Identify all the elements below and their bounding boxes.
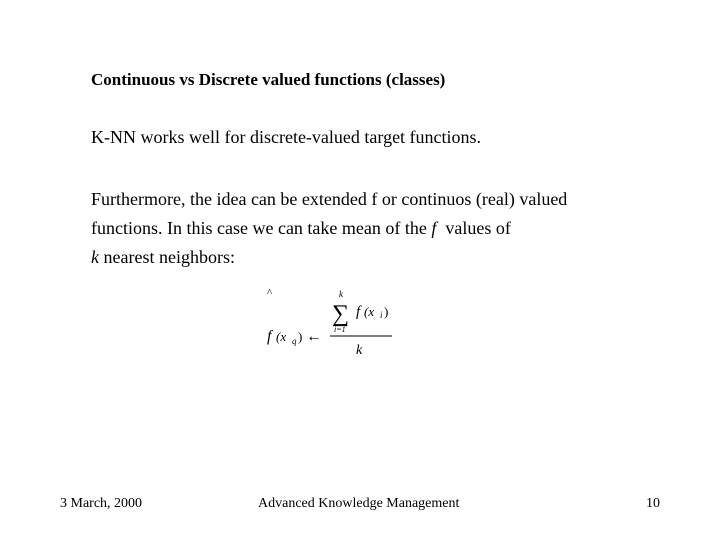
footer-course-title: Advanced Knowledge Management	[258, 496, 460, 511]
italic-k: k	[91, 247, 99, 267]
formula-xq-sub: q	[292, 336, 297, 346]
formula-sum-upper: k	[339, 289, 343, 299]
paragraph-line-3	[91, 243, 567, 272]
formula-xq-open: (x	[276, 329, 287, 344]
formula-numerator-f: f	[356, 304, 361, 320]
footer-page-number: 10	[646, 496, 660, 511]
mean-formula	[262, 285, 402, 365]
formula-xi-sub: i	[380, 310, 383, 320]
paragraph-line-2-text: functions. In this case we can take mean of the	[91, 218, 432, 238]
footer-date: 3 March, 2000	[60, 496, 143, 511]
formula-xq-close: )	[298, 329, 303, 344]
paragraph-knn-discrete: K-NN works well for discrete-valued target functions.	[91, 127, 482, 147]
slide-title: Continuous vs Discrete valued functions (classes)	[91, 70, 446, 89]
formula-xi-open: (x	[364, 304, 375, 319]
paragraph-line-3-text: nearest neighbors:	[99, 247, 235, 267]
paragraph-line-2	[91, 214, 567, 243]
formula-hat: ^	[267, 287, 273, 299]
paragraph-continuous-extension	[91, 185, 567, 272]
formula-sigma: ∑	[332, 301, 350, 327]
paragraph-line-1: Furthermore, the idea can be extended f or continuos (real) valued	[91, 189, 568, 209]
formula-f-hat: f	[267, 328, 272, 345]
paragraph-line-2-end: values of	[436, 218, 511, 238]
formula-sum-lower: i=1	[334, 325, 346, 334]
formula-xi-close: )	[384, 304, 389, 319]
formula-arrow: ←	[306, 328, 322, 345]
italic-f: f	[431, 218, 437, 238]
formula-svg	[262, 285, 402, 365]
formula-denominator: k	[356, 343, 363, 358]
